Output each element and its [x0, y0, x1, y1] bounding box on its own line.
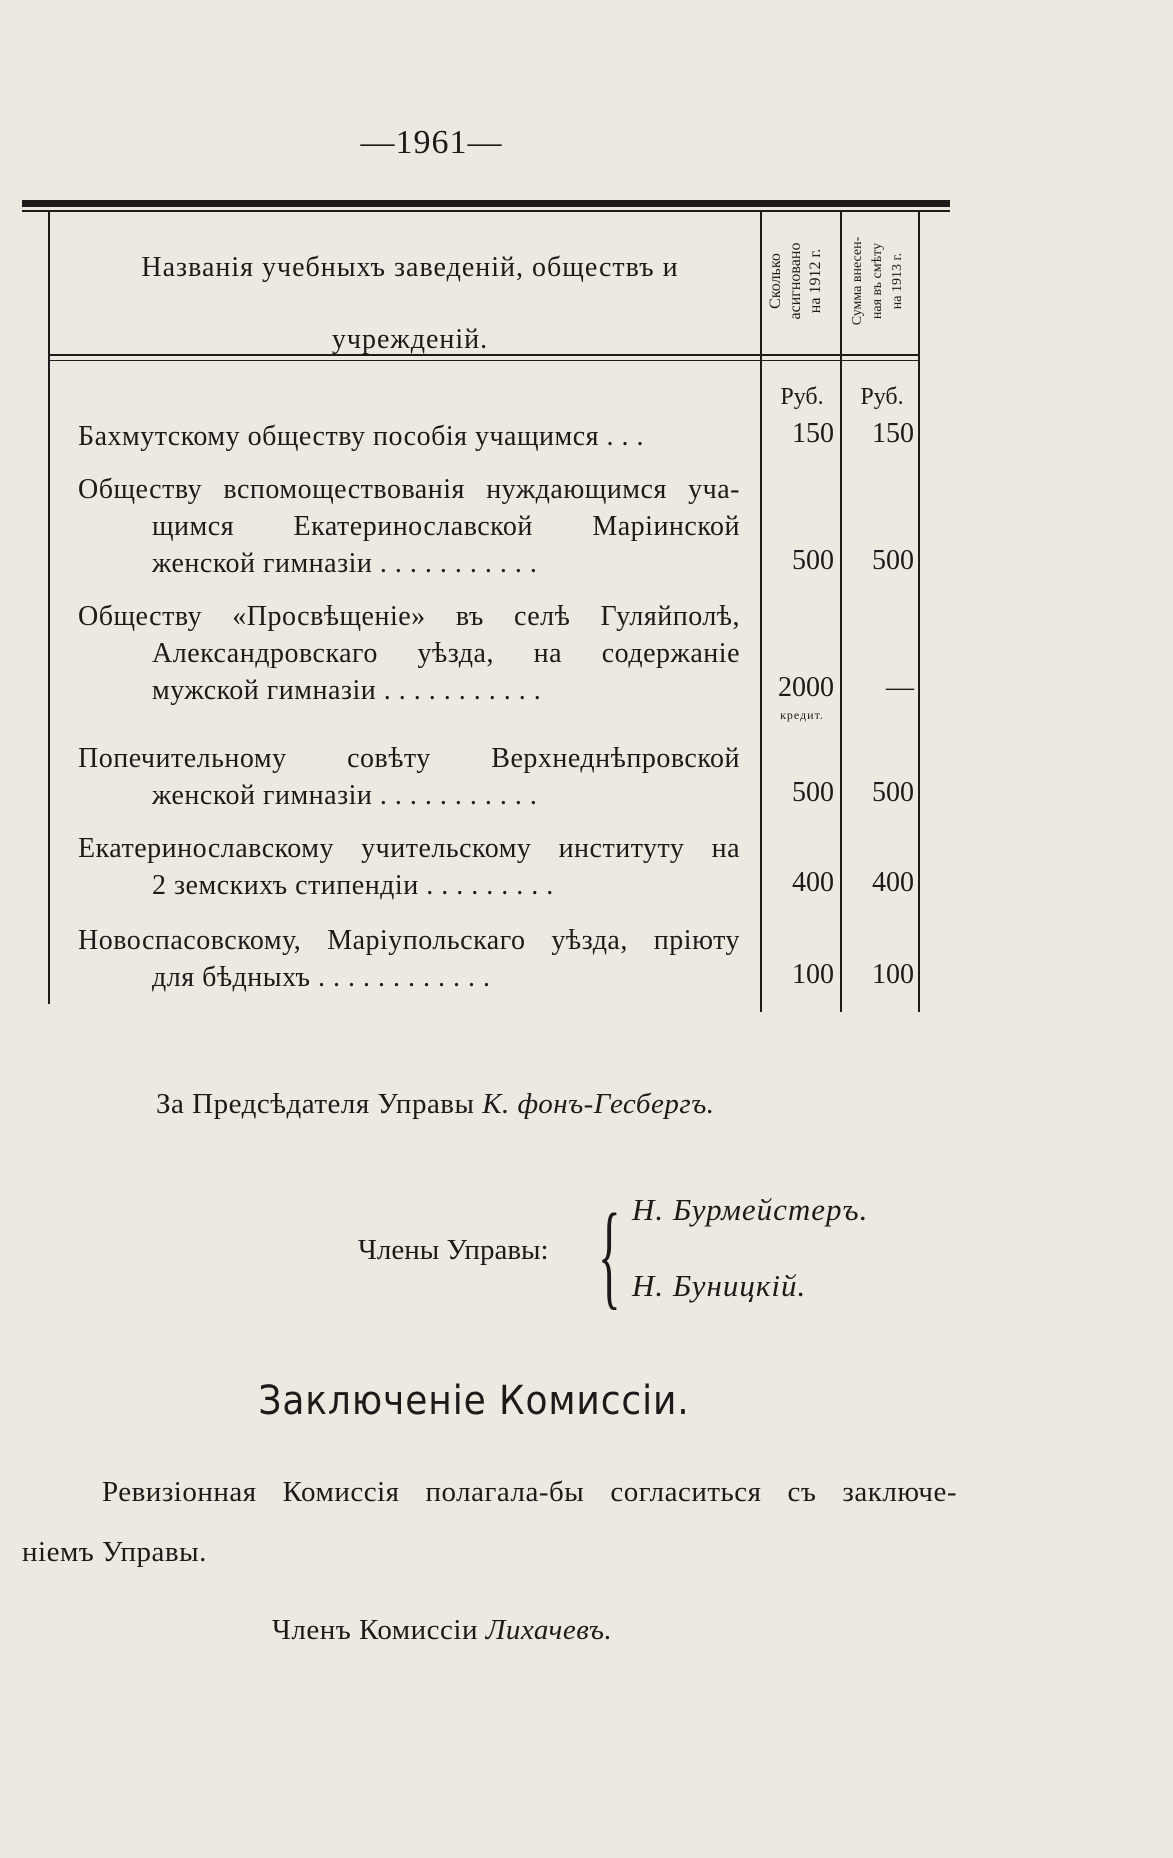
header-col1-line: Сколько: [767, 253, 784, 309]
row-line: щимся Екатеринославской Маріинской: [152, 511, 740, 542]
row-value-1913: 500: [872, 777, 914, 808]
chair-prefix: За Предсѣдателя Управы: [156, 1088, 475, 1120]
header-col1-line: асигновано: [787, 242, 804, 320]
row-line: Александровскаго уѣзда, на содержаніе: [152, 638, 740, 669]
credit-note: кредит.: [780, 708, 824, 722]
row-value-1912: 500: [792, 545, 834, 576]
table-row: [78, 471, 740, 582]
table-row: [78, 830, 740, 904]
header-name-column: Названія учебныхъ заведеній, обществъ и учрежденій.: [141, 252, 679, 355]
row-line: Обществу вспомоществованія нуждающимся уча-: [78, 474, 740, 505]
header-col1: [766, 214, 826, 348]
table-row: [78, 740, 740, 814]
header-col1-line: на 1912 г.: [807, 248, 824, 314]
member-name: Н. Бурмейстеръ.: [632, 1192, 869, 1227]
conclusion-paragraph: [22, 1462, 957, 1582]
header-col2-line: Сумма внесен-: [850, 236, 865, 326]
paragraph-line: ніемъ Управы.: [22, 1536, 207, 1568]
conclusion-heading: Заключеніе Комиссіи.: [258, 1378, 690, 1424]
row-value-1912: 2000: [778, 672, 834, 703]
unit-col2: Руб.: [860, 384, 904, 410]
row-line: 2 земскихъ стипендіи . . . . . . . . .: [152, 870, 554, 901]
row-value-1913: —: [886, 672, 914, 703]
row-value-1912: 500: [792, 777, 834, 808]
commission-member-name: Лихачевъ.: [485, 1614, 613, 1646]
header-col2: [848, 214, 908, 348]
row-line: мужской гимназіи . . . . . . . . . . .: [152, 675, 542, 706]
table-row: [78, 418, 740, 455]
row-value-1912: 400: [792, 867, 834, 898]
row-value-1912: 150: [792, 418, 834, 449]
table-right-border: [918, 212, 920, 1012]
row-line: Екатеринославскому учительскому институту на: [78, 833, 740, 864]
commission-member-prefix: Членъ Комиссіи: [272, 1614, 478, 1646]
members-label: Члены Управы:: [358, 1234, 549, 1266]
paragraph-line: Ревизіонная Комиссія полагала-бы согласиться съ заключе-: [102, 1476, 957, 1508]
row-value-1913: 400: [872, 867, 914, 898]
row-line: для бѣдныхъ . . . . . . . . . . . .: [152, 962, 491, 993]
member-name: Н. Буницкій.: [632, 1268, 807, 1303]
chair-signature: [156, 1088, 715, 1121]
table-left-border: [48, 212, 50, 1004]
commission-signature: [272, 1614, 612, 1647]
top-rule-thin: [22, 210, 950, 212]
row-line: Бахмутскому обществу пособія учащимся . . .: [78, 421, 645, 452]
row-value-1913: 500: [872, 545, 914, 576]
row-line: Попечительному совѣту Верхнеднѣпровской: [78, 743, 740, 774]
unit-col1: Руб.: [780, 384, 824, 410]
brace-icon: {: [598, 1189, 621, 1320]
row-value-1913: 150: [872, 418, 914, 449]
row-line: Новоспасовскому, Маріупольскаго уѣзда, пріюту: [78, 925, 740, 956]
page-number: —1961—: [360, 124, 503, 161]
row-value-1912: 100: [792, 959, 834, 990]
header-col2-line: на 1913 г.: [890, 252, 905, 310]
row-value-1913: 100: [872, 959, 914, 990]
row-line: женской гимназіи . . . . . . . . . . .: [152, 548, 538, 579]
top-rule-thick: [22, 200, 950, 207]
row-line: женской гимназіи . . . . . . . . . . .: [152, 780, 538, 811]
header-col2-line: ная въ смѣту: [870, 242, 885, 320]
chair-name: К. фонъ-Гесбергъ.: [482, 1088, 715, 1120]
table-row: [78, 598, 740, 709]
row-line: Обществу «Просвѣщеніе» въ селѣ Гуляйполѣ,: [78, 601, 740, 632]
table-row: [78, 922, 740, 996]
